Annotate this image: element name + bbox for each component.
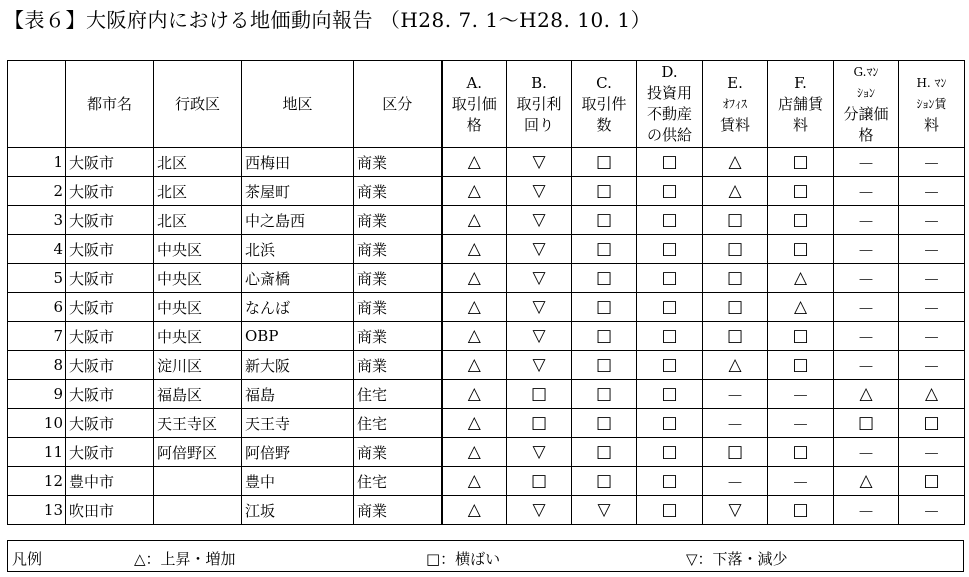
row-number: 5 (8, 264, 66, 293)
indicator-cell: □ (637, 438, 703, 467)
indicator-cell: － (834, 235, 899, 264)
indicator-cell: □ (572, 293, 637, 322)
indicator-cell: △ (442, 177, 507, 206)
district-cell: 北浜 (242, 235, 354, 264)
indicator-cell: △ (899, 380, 965, 409)
indicator-cell: □ (768, 351, 834, 380)
indicator-cell: □ (572, 322, 637, 351)
district-cell: 心斎橋 (242, 264, 354, 293)
category-cell: 住宅 (354, 409, 442, 438)
indicator-cell: － (834, 496, 899, 525)
indicator-cell: △ (442, 496, 507, 525)
row-number: 8 (8, 351, 66, 380)
indicator-cell: □ (768, 438, 834, 467)
indicator-cell: □ (572, 467, 637, 496)
row-number: 12 (8, 467, 66, 496)
indicator-cell: □ (899, 467, 965, 496)
indicator-cell: ▽ (507, 438, 572, 467)
indicator-cell: ▽ (507, 351, 572, 380)
legend-flat: □：横ばい (426, 550, 501, 568)
table-row (8, 467, 965, 496)
indicator-cell: □ (703, 322, 768, 351)
indicator-cell: □ (572, 409, 637, 438)
indicator-cell: □ (572, 148, 637, 177)
ward-cell: 中央区 (154, 235, 242, 264)
header-g: G.ﾏﾝ ｼｮﾝ 分譲価 格 (834, 61, 899, 148)
category-cell: 商業 (354, 351, 442, 380)
table-row (8, 293, 965, 322)
table-row (8, 380, 965, 409)
table-title: 【表６】大阪府内における地価動向報告 （H28. 7. 1～H28. 10. 1） (4, 8, 652, 32)
district-cell: 西梅田 (242, 148, 354, 177)
city-cell: 豊中市 (66, 467, 154, 496)
indicator-cell: □ (768, 235, 834, 264)
indicator-cell: □ (637, 380, 703, 409)
row-number: 10 (8, 409, 66, 438)
table-row (8, 438, 965, 467)
indicator-cell: － (768, 467, 834, 496)
city-cell: 大阪市 (66, 235, 154, 264)
indicator-cell: □ (637, 409, 703, 438)
indicator-cell: □ (637, 264, 703, 293)
table-row (8, 264, 965, 293)
ward-cell: 北区 (154, 177, 242, 206)
indicator-cell: － (703, 467, 768, 496)
city-cell: 大阪市 (66, 438, 154, 467)
ward-cell: 北区 (154, 148, 242, 177)
header-no (8, 61, 66, 148)
table-row (8, 409, 965, 438)
city-cell: 大阪市 (66, 177, 154, 206)
district-cell: 新大阪 (242, 351, 354, 380)
category-cell: 住宅 (354, 467, 442, 496)
indicator-cell: ▽ (507, 496, 572, 525)
indicator-cell: ▽ (703, 496, 768, 525)
indicator-cell: □ (637, 177, 703, 206)
ward-cell (154, 467, 242, 496)
city-cell: 吹田市 (66, 496, 154, 525)
row-number: 3 (8, 206, 66, 235)
indicator-cell: － (834, 293, 899, 322)
ward-cell: 中央区 (154, 322, 242, 351)
district-cell: 阿倍野 (242, 438, 354, 467)
indicator-cell: □ (768, 496, 834, 525)
legend-label: 凡例 (12, 550, 43, 568)
land-price-table (7, 60, 965, 525)
indicator-cell: ▽ (507, 235, 572, 264)
category-cell: 商業 (354, 322, 442, 351)
category-cell: 商業 (354, 177, 442, 206)
indicator-cell: □ (572, 177, 637, 206)
indicator-cell: － (703, 409, 768, 438)
indicator-cell: △ (442, 293, 507, 322)
indicator-cell: － (834, 148, 899, 177)
indicator-cell: □ (637, 206, 703, 235)
table-row (8, 351, 965, 380)
city-cell: 大阪市 (66, 293, 154, 322)
legend-up: △：上昇・増加 (134, 550, 236, 568)
indicator-cell: － (899, 438, 965, 467)
ward-cell: 北区 (154, 206, 242, 235)
category-cell: 商業 (354, 148, 442, 177)
header-b: B. 取引利 回り (507, 61, 572, 148)
city-cell: 大阪市 (66, 351, 154, 380)
indicator-cell: ▽ (507, 177, 572, 206)
indicator-cell: △ (442, 438, 507, 467)
indicator-cell: △ (768, 264, 834, 293)
header-ward: 行政区 (154, 61, 242, 148)
indicator-cell: △ (442, 148, 507, 177)
header-f: F. 店舗賃 料 (768, 61, 834, 148)
legend-down: ▽：下落・減少 (686, 550, 788, 568)
row-number: 6 (8, 293, 66, 322)
district-cell: 中之島西 (242, 206, 354, 235)
indicator-cell: △ (442, 264, 507, 293)
indicator-cell: □ (507, 409, 572, 438)
table-row (8, 177, 965, 206)
indicator-cell: － (899, 235, 965, 264)
indicator-cell: ▽ (507, 293, 572, 322)
row-number: 4 (8, 235, 66, 264)
indicator-cell: □ (637, 148, 703, 177)
category-cell: 商業 (354, 235, 442, 264)
indicator-cell: ▽ (507, 264, 572, 293)
city-cell: 大阪市 (66, 206, 154, 235)
ward-cell: 天王寺区 (154, 409, 242, 438)
city-cell: 大阪市 (66, 264, 154, 293)
indicator-cell: □ (768, 322, 834, 351)
indicator-cell: □ (572, 351, 637, 380)
indicator-cell: □ (899, 409, 965, 438)
header-row (8, 61, 965, 148)
indicator-cell: □ (703, 235, 768, 264)
ward-cell: 福島区 (154, 380, 242, 409)
indicator-cell: △ (703, 148, 768, 177)
legend (7, 540, 964, 572)
indicator-cell: ▽ (507, 148, 572, 177)
indicator-cell: □ (768, 177, 834, 206)
row-number: 11 (8, 438, 66, 467)
category-cell: 商業 (354, 264, 442, 293)
header-category: 区分 (354, 61, 442, 148)
ward-cell (154, 496, 242, 525)
indicator-cell: □ (572, 438, 637, 467)
indicator-cell: ▽ (507, 206, 572, 235)
district-cell: なんば (242, 293, 354, 322)
indicator-cell: － (899, 496, 965, 525)
indicator-cell: □ (834, 409, 899, 438)
indicator-cell: － (899, 264, 965, 293)
row-number: 1 (8, 148, 66, 177)
indicator-cell: － (703, 380, 768, 409)
header-district: 地区 (242, 61, 354, 148)
indicator-cell: □ (637, 235, 703, 264)
row-number: 9 (8, 380, 66, 409)
district-cell: 江坂 (242, 496, 354, 525)
category-cell: 住宅 (354, 380, 442, 409)
indicator-cell: △ (834, 467, 899, 496)
row-number: 2 (8, 177, 66, 206)
header-a: A. 取引価 格 (442, 61, 507, 148)
ward-cell: 中央区 (154, 293, 242, 322)
indicator-cell: － (899, 322, 965, 351)
indicator-cell: □ (703, 264, 768, 293)
city-cell: 大阪市 (66, 409, 154, 438)
district-cell: 天王寺 (242, 409, 354, 438)
indicator-cell: － (899, 148, 965, 177)
table-row (8, 148, 965, 177)
indicator-cell: □ (703, 293, 768, 322)
header-city: 都市名 (66, 61, 154, 148)
category-cell: 商業 (354, 206, 442, 235)
category-cell: 商業 (354, 496, 442, 525)
ward-cell: 中央区 (154, 264, 242, 293)
indicator-cell: □ (637, 467, 703, 496)
table-row (8, 206, 965, 235)
category-cell: 商業 (354, 438, 442, 467)
indicator-cell: △ (834, 380, 899, 409)
header-c: C. 取引件 数 (572, 61, 637, 148)
indicator-cell: △ (768, 293, 834, 322)
district-cell: 豊中 (242, 467, 354, 496)
indicator-cell: □ (572, 380, 637, 409)
category-cell: 商業 (354, 293, 442, 322)
indicator-cell: △ (442, 409, 507, 438)
indicator-cell: □ (572, 206, 637, 235)
indicator-cell: △ (442, 322, 507, 351)
table-row (8, 496, 965, 525)
row-number: 7 (8, 322, 66, 351)
city-cell: 大阪市 (66, 380, 154, 409)
indicator-cell: △ (442, 235, 507, 264)
table-row (8, 322, 965, 351)
header-h: H. ﾏﾝ ｼｮﾝ賃 料 (899, 61, 965, 148)
indicator-cell: ▽ (507, 322, 572, 351)
indicator-cell: － (834, 206, 899, 235)
indicator-cell: □ (507, 467, 572, 496)
table-row (8, 235, 965, 264)
indicator-cell: － (768, 380, 834, 409)
indicator-cell: － (899, 206, 965, 235)
indicator-cell: △ (442, 351, 507, 380)
indicator-cell: □ (637, 293, 703, 322)
indicator-cell: △ (442, 206, 507, 235)
district-cell: 茶屋町 (242, 177, 354, 206)
indicator-cell: □ (572, 264, 637, 293)
indicator-cell: □ (507, 380, 572, 409)
indicator-cell: △ (442, 380, 507, 409)
indicator-cell: □ (637, 351, 703, 380)
row-number: 13 (8, 496, 66, 525)
indicator-cell: － (834, 177, 899, 206)
city-cell: 大阪市 (66, 148, 154, 177)
table-body (8, 148, 965, 525)
indicator-cell: □ (572, 235, 637, 264)
indicator-cell: － (768, 409, 834, 438)
indicator-cell: － (899, 177, 965, 206)
indicator-cell: □ (768, 148, 834, 177)
city-cell: 大阪市 (66, 322, 154, 351)
indicator-cell: － (834, 351, 899, 380)
indicator-cell: △ (703, 177, 768, 206)
ward-cell: 淀川区 (154, 351, 242, 380)
district-cell: 福島 (242, 380, 354, 409)
indicator-cell: △ (442, 467, 507, 496)
header-d: D. 投資用 不動産 の供給 (637, 61, 703, 148)
indicator-cell: □ (703, 206, 768, 235)
header-e: E. ｵﾌｨｽ 賃料 (703, 61, 768, 148)
indicator-cell: □ (768, 206, 834, 235)
indicator-cell: ▽ (572, 496, 637, 525)
indicator-cell: □ (637, 322, 703, 351)
indicator-cell: － (899, 351, 965, 380)
indicator-cell: □ (637, 496, 703, 525)
indicator-cell: － (834, 264, 899, 293)
district-cell: OBP (242, 322, 354, 351)
indicator-cell: － (834, 438, 899, 467)
indicator-cell: － (834, 322, 899, 351)
indicator-cell: － (899, 293, 965, 322)
ward-cell: 阿倍野区 (154, 438, 242, 467)
indicator-cell: □ (703, 438, 768, 467)
indicator-cell: △ (703, 351, 768, 380)
